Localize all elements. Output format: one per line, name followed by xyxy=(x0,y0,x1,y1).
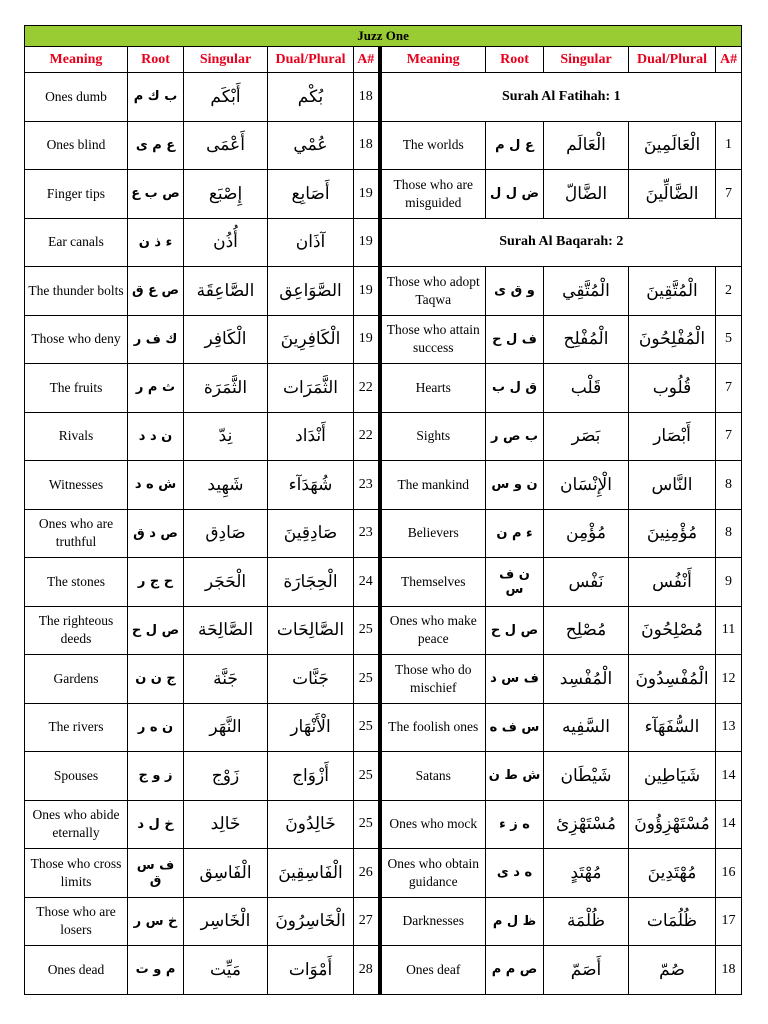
plural-cell: الصَّوَاعِق xyxy=(268,267,354,316)
plural-cell: شُهَدَآء xyxy=(268,461,354,510)
table-row xyxy=(25,170,742,219)
table-row xyxy=(25,121,742,170)
plural-cell: الْأَنْهَار xyxy=(268,703,354,752)
root-cell: ش ه د xyxy=(128,461,184,510)
root-cell: ف س د xyxy=(486,655,544,704)
meaning-cell: Hearts xyxy=(380,364,486,413)
root-cell: ن د د xyxy=(128,412,184,461)
singular-cell: الْمُتَّقِي xyxy=(544,267,629,316)
header-meaning-right: Meaning xyxy=(380,47,486,73)
plural-cell: أَبْصَار xyxy=(629,412,716,461)
header-plural-left: Dual/Plural xyxy=(268,47,354,73)
table-row xyxy=(25,509,742,558)
meaning-cell: Ones who are truthful xyxy=(25,509,128,558)
plural-cell: السُّفَهَآء xyxy=(629,703,716,752)
plural-cell: بُكْم xyxy=(268,73,354,122)
meaning-cell: Ear canals xyxy=(25,218,128,267)
meaning-cell: Ones who obtain guidance xyxy=(380,849,486,898)
root-cell: ن ه ر xyxy=(128,703,184,752)
meaning-cell: The mankind xyxy=(380,461,486,510)
meaning-cell: Ones who abide eternally xyxy=(25,800,128,849)
root-cell: ض ل ل xyxy=(486,170,544,219)
table-row xyxy=(25,315,742,364)
ayah-cell: 22 xyxy=(354,364,380,413)
table-row xyxy=(25,218,742,267)
table-row xyxy=(25,849,742,898)
table-row xyxy=(25,655,742,704)
plural-cell: الضَّالِّينَ xyxy=(629,170,716,219)
singular-cell: مُسْتَهْزِئ xyxy=(544,800,629,849)
root-cell: ف ل ح xyxy=(486,315,544,364)
root-cell: خ ل د xyxy=(128,800,184,849)
meaning-cell: Ones who make peace xyxy=(380,606,486,655)
ayah-cell: 28 xyxy=(354,946,380,995)
table-row xyxy=(25,606,742,655)
meaning-cell: Themselves xyxy=(380,558,486,607)
ayah-cell: 8 xyxy=(716,461,742,510)
ayah-cell: 25 xyxy=(354,606,380,655)
ayah-cell: 14 xyxy=(716,800,742,849)
meaning-cell: Those who are misguided xyxy=(380,170,486,219)
root-cell: ح ج ر xyxy=(128,558,184,607)
meaning-cell: Spouses xyxy=(25,752,128,801)
plural-cell: الْخَاسِرُونَ xyxy=(268,897,354,946)
plural-cell: الْفَاسِقِينَ xyxy=(268,849,354,898)
ayah-cell: 22 xyxy=(354,412,380,461)
header-ayah-right: A# xyxy=(716,47,742,73)
plural-cell: مُسْتَهْزِؤُونَ xyxy=(629,800,716,849)
ayah-cell: 13 xyxy=(716,703,742,752)
plural-cell: النَّاس xyxy=(629,461,716,510)
singular-cell: السَّفِيه xyxy=(544,703,629,752)
root-cell: ص ل ح xyxy=(128,606,184,655)
table-row xyxy=(25,461,742,510)
meaning-cell: Darknesses xyxy=(380,897,486,946)
plural-cell: أَنْدَاد xyxy=(268,412,354,461)
root-cell: ع ل م xyxy=(486,121,544,170)
singular-cell: الْخَاسِر xyxy=(184,897,268,946)
singular-cell: الضَّالّ xyxy=(544,170,629,219)
plural-cell: جَنَّات xyxy=(268,655,354,704)
singular-cell: نَفْس xyxy=(544,558,629,607)
meaning-cell: Believers xyxy=(380,509,486,558)
ayah-cell: 9 xyxy=(716,558,742,607)
meaning-cell: Those who are losers xyxy=(25,897,128,946)
ayah-cell: 18 xyxy=(716,946,742,995)
ayah-cell: 17 xyxy=(716,897,742,946)
plural-cell: آذَان xyxy=(268,218,354,267)
singular-cell: الصَّالِحَة xyxy=(184,606,268,655)
plural-cell: الْعَالَمِينَ xyxy=(629,121,716,170)
singular-cell: أَعْمَى xyxy=(184,121,268,170)
surah-heading: Surah Al Baqarah: 2 xyxy=(380,218,742,267)
plural-cell: أَمْوَات xyxy=(268,946,354,995)
root-cell: ص ب ع xyxy=(128,170,184,219)
ayah-cell: 24 xyxy=(354,558,380,607)
plural-cell: صُمّ xyxy=(629,946,716,995)
singular-cell: جَنَّة xyxy=(184,655,268,704)
ayah-cell: 25 xyxy=(354,752,380,801)
table-row xyxy=(25,800,742,849)
meaning-cell: Ones who mock xyxy=(380,800,486,849)
plural-cell: أَنْفُس xyxy=(629,558,716,607)
root-cell: ه ز ء xyxy=(486,800,544,849)
plural-cell: عُمْي xyxy=(268,121,354,170)
ayah-cell: 8 xyxy=(716,509,742,558)
meaning-cell: Those who adopt Taqwa xyxy=(380,267,486,316)
root-cell: ع م ی xyxy=(128,121,184,170)
ayah-cell: 23 xyxy=(354,509,380,558)
table-row xyxy=(25,267,742,316)
root-cell: ز و ج xyxy=(128,752,184,801)
singular-cell: الْعَالَم xyxy=(544,121,629,170)
singular-cell: الْمُفْسِد xyxy=(544,655,629,704)
meaning-cell: Ones deaf xyxy=(380,946,486,995)
singular-cell: مُصْلِح xyxy=(544,606,629,655)
plural-cell: الصَّالِحَات xyxy=(268,606,354,655)
meaning-cell: The foolish ones xyxy=(380,703,486,752)
header-root-right: Root xyxy=(486,47,544,73)
table-row xyxy=(25,73,742,122)
vocabulary-table xyxy=(24,25,742,995)
table-row xyxy=(25,703,742,752)
ayah-cell: 23 xyxy=(354,461,380,510)
table-row xyxy=(25,364,742,413)
meaning-cell: Satans xyxy=(380,752,486,801)
meaning-cell: Finger tips xyxy=(25,170,128,219)
singular-cell: زَوْج xyxy=(184,752,268,801)
ayah-cell: 19 xyxy=(354,218,380,267)
plural-cell: الْمُتَّقِينَ xyxy=(629,267,716,316)
ayah-cell: 18 xyxy=(354,73,380,122)
plural-cell: أَزْوَاج xyxy=(268,752,354,801)
root-cell: ث م ر xyxy=(128,364,184,413)
meaning-cell: Gardens xyxy=(25,655,128,704)
plural-cell: شَيَاطِين xyxy=(629,752,716,801)
meaning-cell: Ones blind xyxy=(25,121,128,170)
ayah-cell: 26 xyxy=(354,849,380,898)
singular-cell: الْإِنْسَان xyxy=(544,461,629,510)
root-cell: ظ ل م xyxy=(486,897,544,946)
singular-cell: شَهِيد xyxy=(184,461,268,510)
header-ayah-left: A# xyxy=(354,47,380,73)
ayah-cell: 12 xyxy=(716,655,742,704)
root-cell: ق ل ب xyxy=(486,364,544,413)
meaning-cell: Those who cross limits xyxy=(25,849,128,898)
plural-cell: الْمُفْلِحُونَ xyxy=(629,315,716,364)
singular-cell: أَصَمّ xyxy=(544,946,629,995)
root-cell: ه د ی xyxy=(486,849,544,898)
ayah-cell: 18 xyxy=(354,121,380,170)
plural-cell: خَالِدُونَ xyxy=(268,800,354,849)
meaning-cell: Those who deny xyxy=(25,315,128,364)
table-title: Juzz One xyxy=(25,26,742,47)
meaning-cell: Rivals xyxy=(25,412,128,461)
plural-cell: الثَّمَرَات xyxy=(268,364,354,413)
meaning-cell: Those who attain success xyxy=(380,315,486,364)
singular-cell: مُؤْمِن xyxy=(544,509,629,558)
root-cell: ب ص ر xyxy=(486,412,544,461)
plural-cell: الْمُفْسِدُونَ xyxy=(629,655,716,704)
singular-cell: الثَّمَرَة xyxy=(184,364,268,413)
ayah-cell: 19 xyxy=(354,267,380,316)
ayah-cell: 7 xyxy=(716,412,742,461)
table-row xyxy=(25,558,742,607)
header-root-left: Root xyxy=(128,47,184,73)
root-cell: ن و س xyxy=(486,461,544,510)
root-cell: ص ع ق xyxy=(128,267,184,316)
plural-cell: الْكَافِرِينَ xyxy=(268,315,354,364)
singular-cell: بَصَر xyxy=(544,412,629,461)
header-singular-right: Singular xyxy=(544,47,629,73)
meaning-cell: Witnesses xyxy=(25,461,128,510)
plural-cell: مُهْتَدِينَ xyxy=(629,849,716,898)
meaning-cell: Those who do mischief xyxy=(380,655,486,704)
plural-cell: مُؤْمِنِينَ xyxy=(629,509,716,558)
plural-cell: صَادِقِينَ xyxy=(268,509,354,558)
root-cell: ء ذ ن xyxy=(128,218,184,267)
meaning-cell: Ones dead xyxy=(25,946,128,995)
root-cell: ص د ق xyxy=(128,509,184,558)
meaning-cell: The fruits xyxy=(25,364,128,413)
root-cell: و ق ی xyxy=(486,267,544,316)
ayah-cell: 19 xyxy=(354,315,380,364)
root-cell: ك ف ر xyxy=(128,315,184,364)
root-cell: ب ك م xyxy=(128,73,184,122)
singular-cell: خَالِد xyxy=(184,800,268,849)
ayah-cell: 25 xyxy=(354,800,380,849)
singular-cell: الْمُفْلِح xyxy=(544,315,629,364)
plural-cell: ظُلُمَات xyxy=(629,897,716,946)
singular-cell: مَيِّت xyxy=(184,946,268,995)
plural-cell: قُلُوب xyxy=(629,364,716,413)
singular-cell: الْحَجَر xyxy=(184,558,268,607)
table-row xyxy=(25,752,742,801)
singular-cell: الصَّاعِقَة xyxy=(184,267,268,316)
meaning-cell: The worlds xyxy=(380,121,486,170)
plural-cell: أَصَابِع xyxy=(268,170,354,219)
singular-cell: ظُلْمَة xyxy=(544,897,629,946)
ayah-cell: 5 xyxy=(716,315,742,364)
singular-cell: أُذُن xyxy=(184,218,268,267)
singular-cell: الْكَافِر xyxy=(184,315,268,364)
ayah-cell: 14 xyxy=(716,752,742,801)
ayah-cell: 1 xyxy=(716,121,742,170)
root-cell: س ف ه xyxy=(486,703,544,752)
header-row xyxy=(25,47,742,73)
root-cell: ف س ق xyxy=(128,849,184,898)
ayah-cell: 19 xyxy=(354,170,380,219)
root-cell: ص ل ح xyxy=(486,606,544,655)
root-cell: ج ن ن xyxy=(128,655,184,704)
root-cell: خ س ر xyxy=(128,897,184,946)
root-cell: ش ط ن xyxy=(486,752,544,801)
plural-cell: مُصْلِحُونَ xyxy=(629,606,716,655)
singular-cell: إِصْبَع xyxy=(184,170,268,219)
meaning-cell: The righteous deeds xyxy=(25,606,128,655)
singular-cell: أَبْكَم xyxy=(184,73,268,122)
table-row xyxy=(25,897,742,946)
singular-cell: الْفَاسِق xyxy=(184,849,268,898)
root-cell: ء م ن xyxy=(486,509,544,558)
header-meaning-left: Meaning xyxy=(25,47,128,73)
ayah-cell: 25 xyxy=(354,703,380,752)
header-singular-left: Singular xyxy=(184,47,268,73)
meaning-cell: Ones dumb xyxy=(25,73,128,122)
ayah-cell: 16 xyxy=(716,849,742,898)
ayah-cell: 2 xyxy=(716,267,742,316)
plural-cell: الْحِجَارَة xyxy=(268,558,354,607)
ayah-cell: 7 xyxy=(716,170,742,219)
singular-cell: قَلْب xyxy=(544,364,629,413)
ayah-cell: 7 xyxy=(716,364,742,413)
singular-cell: مُهْتَدٍ xyxy=(544,849,629,898)
root-cell: م و ت xyxy=(128,946,184,995)
root-cell: ن ف س xyxy=(486,558,544,607)
meaning-cell: Sights xyxy=(380,412,486,461)
ayah-cell: 25 xyxy=(354,655,380,704)
table-row xyxy=(25,412,742,461)
meaning-cell: The rivers xyxy=(25,703,128,752)
table-row xyxy=(25,946,742,995)
singular-cell: نِدّ xyxy=(184,412,268,461)
singular-cell: صَادِق xyxy=(184,509,268,558)
ayah-cell: 11 xyxy=(716,606,742,655)
ayah-cell: 27 xyxy=(354,897,380,946)
root-cell: ص م م xyxy=(486,946,544,995)
singular-cell: شَيْطَان xyxy=(544,752,629,801)
meaning-cell: The thunder bolts xyxy=(25,267,128,316)
singular-cell: النَّهَر xyxy=(184,703,268,752)
header-plural-right: Dual/Plural xyxy=(629,47,716,73)
meaning-cell: The stones xyxy=(25,558,128,607)
surah-heading: Surah Al Fatihah: 1 xyxy=(380,73,742,122)
